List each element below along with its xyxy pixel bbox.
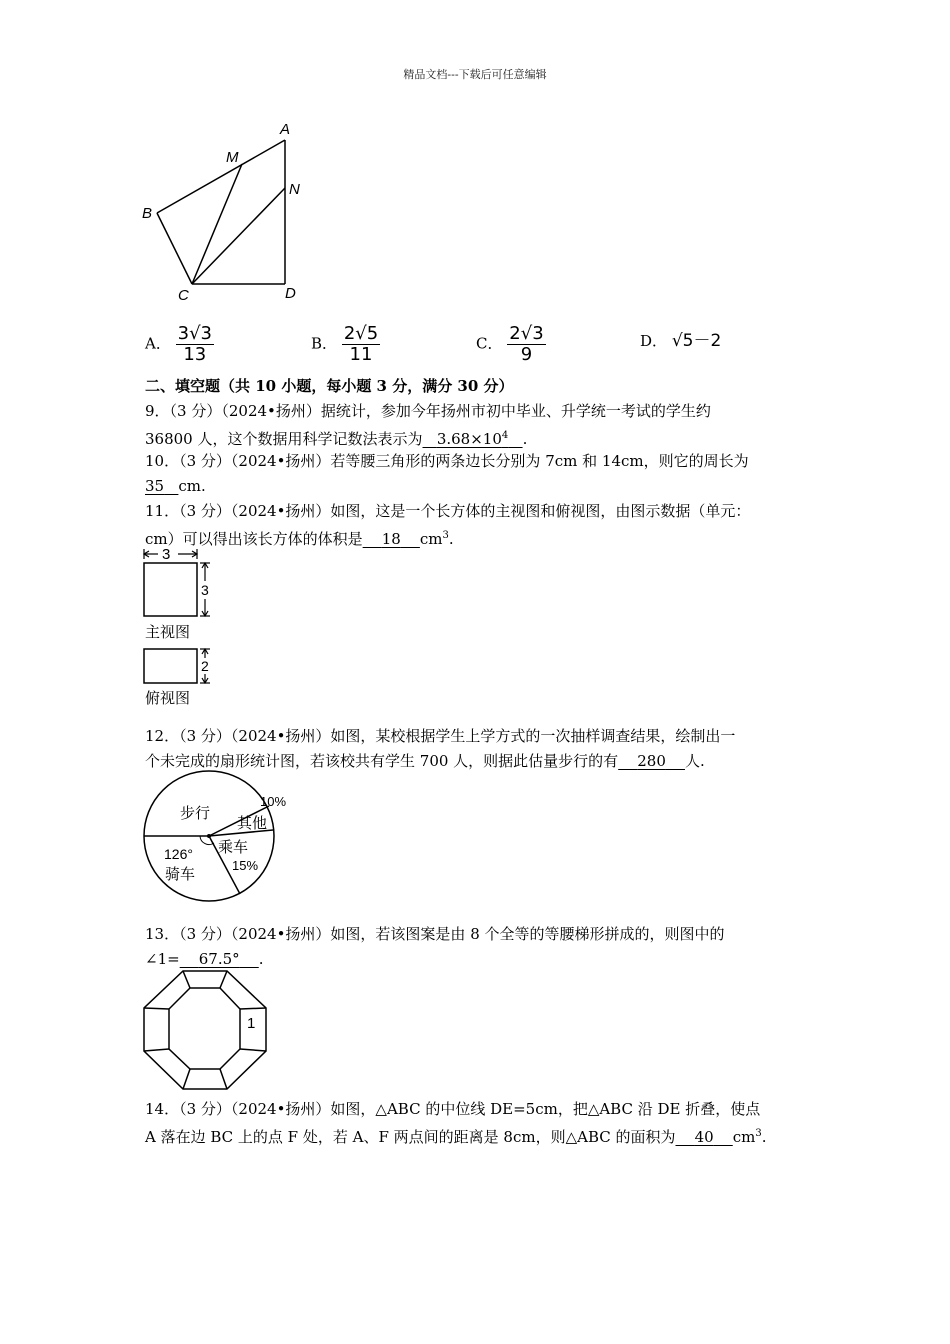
section-title: 二、填空题（共 10 小题，每小题 3 分，满分 30 分） bbox=[145, 377, 514, 395]
front-view-label: 主视图 bbox=[145, 624, 191, 641]
option-b bbox=[311, 324, 380, 365]
option-a-numerator: 3√3 bbox=[177, 323, 212, 344]
q11-unit-exp: 3 bbox=[442, 530, 449, 541]
label-bus-pct: 15% bbox=[232, 858, 259, 873]
q14-text: A 落在边 BC 上的点 F 处，若 A、F 两点间的距离是 8cm，则△ABC 的面积为 bbox=[145, 1128, 676, 1146]
q11-answer bbox=[363, 530, 420, 548]
q14-line2 bbox=[145, 1124, 767, 1147]
label-bike: 骑车 bbox=[165, 866, 196, 883]
q9-end: . bbox=[522, 430, 528, 448]
option-d-label: D． bbox=[640, 332, 668, 350]
q13-line1: 13．（3 分）（2024•扬州）如图，若该图案是由 8 个全等的等腰梯形拼成的，则图中的 bbox=[145, 925, 725, 943]
option-b-label: B． bbox=[311, 334, 338, 353]
option-c-numerator: 2√3 bbox=[509, 323, 544, 344]
page-header: 精品文档---下载后可任意编辑 bbox=[403, 68, 547, 81]
q14-unit: cm bbox=[732, 1128, 756, 1146]
q11-line1: 11．（3 分）（2024•扬州）如图，这是一个长方体的主视图和俯视图，由图示数据（单元： bbox=[145, 502, 751, 520]
q14-end: . bbox=[761, 1128, 767, 1146]
octagon-figure bbox=[140, 968, 270, 1093]
q10-end: cm. bbox=[178, 477, 206, 495]
q13-answer bbox=[180, 950, 259, 968]
option-c-label: C． bbox=[476, 334, 503, 353]
q10-line2 bbox=[145, 476, 206, 496]
q14-unit-exp: 3 bbox=[755, 1128, 762, 1139]
label-other-pct: 10% bbox=[260, 794, 287, 809]
label-a: A bbox=[280, 121, 291, 138]
option-c-fraction bbox=[507, 324, 545, 365]
segment-cm bbox=[192, 164, 242, 284]
top-view-rect bbox=[144, 649, 197, 683]
segment-ba bbox=[157, 140, 285, 213]
angle-1-label: 1 bbox=[247, 1015, 256, 1032]
dim-top-depth: 2 bbox=[201, 658, 209, 674]
dim-width: 3 bbox=[162, 546, 171, 563]
q9-answer-value: 3.68×10 bbox=[436, 430, 502, 448]
label-d: D bbox=[285, 285, 296, 302]
q12-end: 人. bbox=[684, 752, 705, 770]
front-view-rect bbox=[144, 563, 197, 616]
top-view-label: 俯视图 bbox=[145, 690, 191, 707]
q9-line1: 9．（3 分）（2024•扬州）据统计，参加今年扬州市初中毕业、升学统一考试的学生约 bbox=[145, 402, 711, 420]
q13-answer-value: 67.5° bbox=[198, 950, 240, 968]
label-b: B bbox=[142, 205, 153, 222]
q13-text: ∠1= bbox=[145, 950, 180, 968]
label-m: M bbox=[226, 149, 239, 166]
option-a bbox=[145, 324, 214, 365]
label-c: C bbox=[178, 287, 189, 303]
q9-text: 36800 人，这个数据用科学记数法表示为 bbox=[145, 430, 423, 448]
q9-line2 bbox=[145, 426, 527, 449]
segment-cb bbox=[157, 213, 192, 284]
q11-end: . bbox=[448, 530, 454, 548]
q10-answer bbox=[145, 477, 178, 495]
option-a-label: A． bbox=[145, 334, 171, 353]
option-d bbox=[640, 326, 721, 351]
q12-answer bbox=[618, 752, 685, 770]
q12-line2 bbox=[145, 751, 705, 771]
quadrilateral-figure bbox=[140, 118, 310, 303]
dim-front-height: 3 bbox=[201, 582, 209, 598]
option-c bbox=[476, 324, 546, 365]
q14-answer bbox=[676, 1128, 733, 1146]
label-n: N bbox=[289, 181, 300, 198]
label-bike-angle: 126° bbox=[164, 846, 193, 862]
option-b-denominator: 11 bbox=[349, 344, 373, 365]
option-c-denominator: 9 bbox=[520, 344, 533, 365]
q13-line2 bbox=[145, 949, 264, 969]
q14-line1: 14．（3 分）（2024•扬州）如图，△ABC 的中位线 DE=5cm，把△ABC 沿 DE 折叠，使点 bbox=[145, 1100, 761, 1118]
option-a-denominator: 13 bbox=[183, 344, 207, 365]
inner-octagon bbox=[169, 988, 240, 1069]
q11-text: cm）可以得出该长方体的体积是 bbox=[145, 530, 363, 548]
label-other: 其他 bbox=[237, 815, 268, 832]
q10-answer-value: 35 bbox=[145, 477, 165, 495]
pie-center bbox=[207, 834, 211, 838]
q10-line1: 10．（3 分）（2024•扬州）若等腰三角形的两条边长分别为 7cm 和 14cm，则它的周长为 bbox=[145, 452, 749, 470]
q11-answer-value: 18 bbox=[381, 530, 401, 548]
box-views-figure bbox=[138, 545, 228, 710]
option-b-fraction bbox=[342, 324, 380, 365]
option-b-numerator: 2√5 bbox=[343, 323, 379, 344]
q9-answer-exp: 4 bbox=[501, 430, 509, 441]
q9-answer bbox=[423, 430, 523, 448]
label-walk: 步行 bbox=[180, 805, 211, 822]
q14-answer-value: 40 bbox=[694, 1128, 714, 1146]
segment-cn bbox=[192, 188, 285, 284]
q12-line1: 12．（3 分）（2024•扬州）如图，某校根据学生上学方式的一次抽样调查结果，绘制出一 bbox=[145, 727, 736, 745]
q12-answer-value: 280 bbox=[637, 752, 666, 770]
q11-unit: cm bbox=[419, 530, 443, 548]
pie-chart bbox=[140, 770, 305, 905]
label-bus: 乘车 bbox=[218, 839, 249, 856]
q12-text: 个未完成的扇形统计图，若该校共有学生 700 人，则据此估量步行的有 bbox=[145, 752, 619, 770]
option-a-fraction bbox=[176, 324, 214, 365]
option-d-expr: √5－2 bbox=[671, 331, 722, 351]
q13-end: . bbox=[258, 950, 264, 968]
